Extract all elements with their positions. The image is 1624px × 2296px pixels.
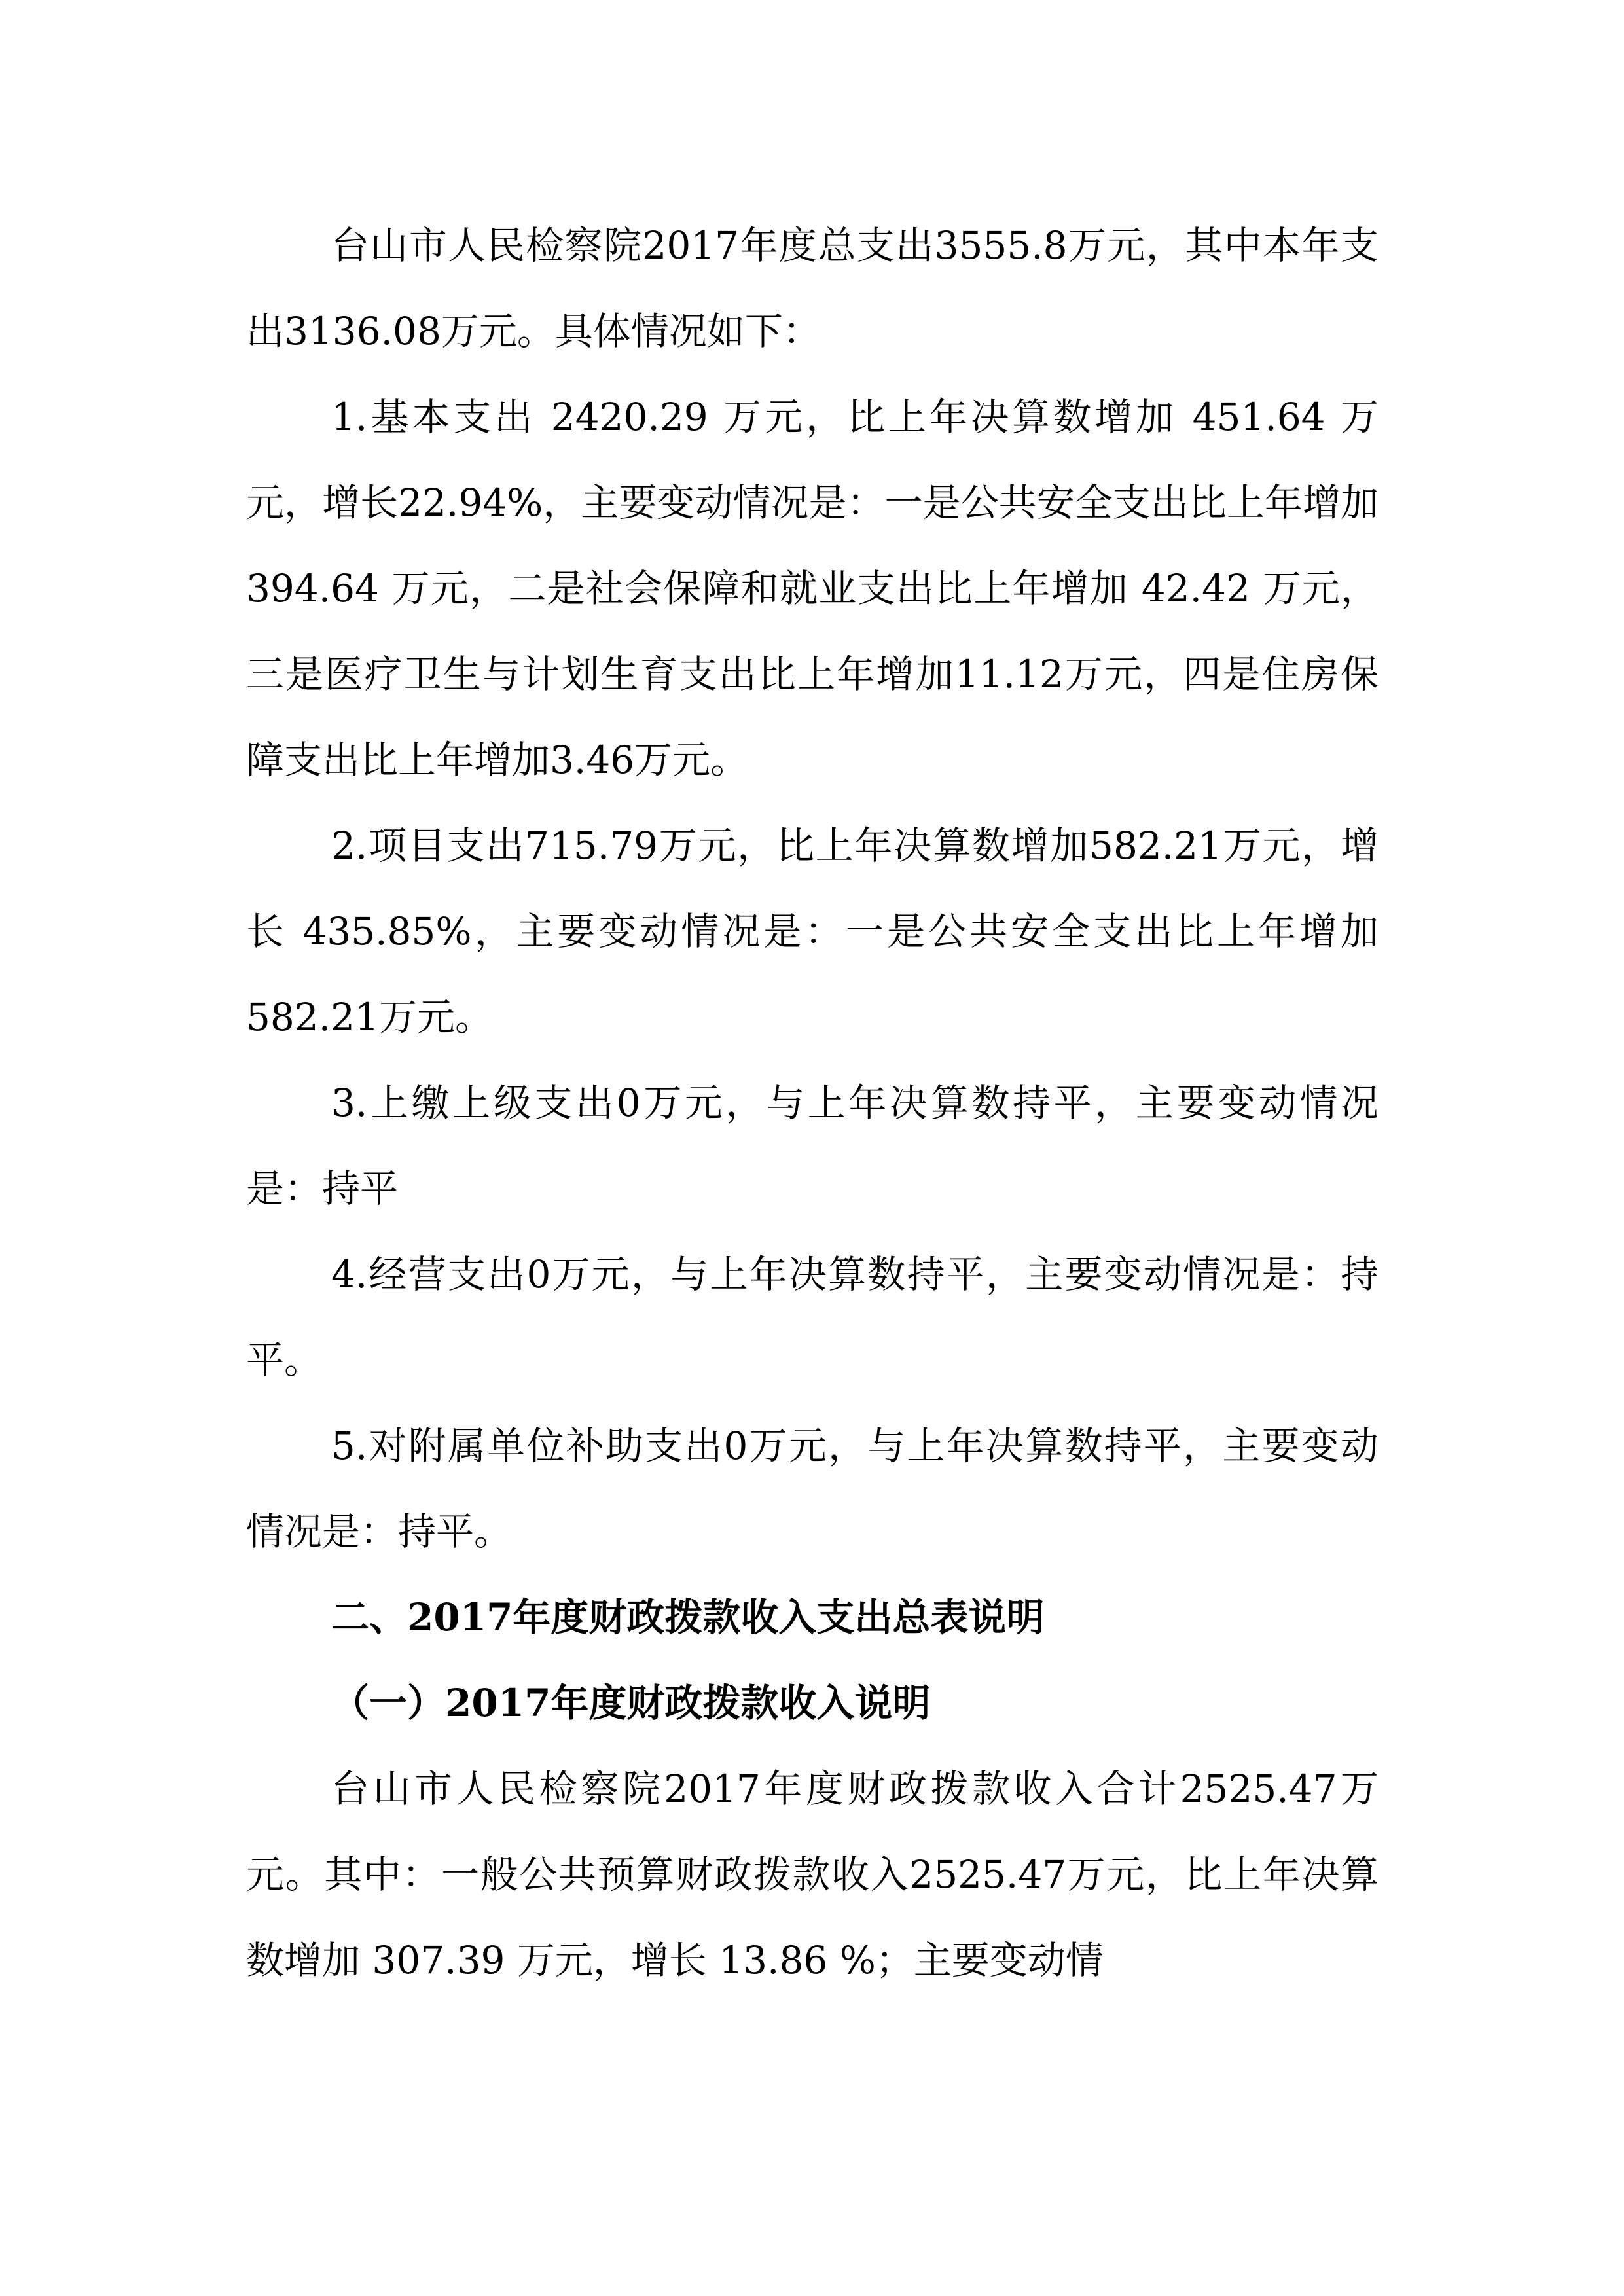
paragraph-remittance-expenditure: 3.上缴上级支出0万元，与上年决算数持平，主要变动情况是：持平 [246, 1081, 1379, 1211]
paragraph-operating-expenditure: 4.经营支出0万元，与上年决算数持平，主要变动情况是：持平。 [246, 1252, 1379, 1382]
document-body [246, 203, 1379, 2003]
paragraph-fiscal-income: 台山市人民检察院2017年度财政拨款收入合计2525.47万元。其中：一般公共预算财政拨款收入2525.47万元，比上年决算数增加 307.39 万元，增长 13.86 %；主要变动情 [246, 1767, 1379, 1982]
paragraph-total-expenditure: 台山市人民检察院2017年度总支出3555.8万元，其中本年支出3136.08万元。具体情况如下： [246, 223, 1379, 353]
paragraph-project-expenditure: 2.项目支出715.79万元，比上年决算数增加582.21万元，增长 435.85%，主要变动情况是：一是公共安全支出比上年增加582.21万元。 [246, 823, 1379, 1039]
paragraph-subsidy-expenditure: 5.对附属单位补助支出0万元，与上年决算数持平，主要变动情况是：持平。 [246, 1424, 1379, 1554]
paragraph-basic-expenditure: 1.基本支出 2420.29 万元，比上年决算数增加 451.64 万元，增长22.94%，主要变动情况是：一是公共安全支出比上年增加 394.64 万元，二是社会保障和就业支出比上年增加 42.42 万元，三是医疗卫生与计划生育支出比上年增加11.12万元，四是住房保障支出比上年增加3.46万元。 [246, 395, 1379, 782]
subsection-heading: （一）2017年度财政拨款收入说明 [331, 1681, 931, 1725]
section-heading: 二、2017年度财政拨款收入支出总表说明 [331, 1595, 1045, 1640]
